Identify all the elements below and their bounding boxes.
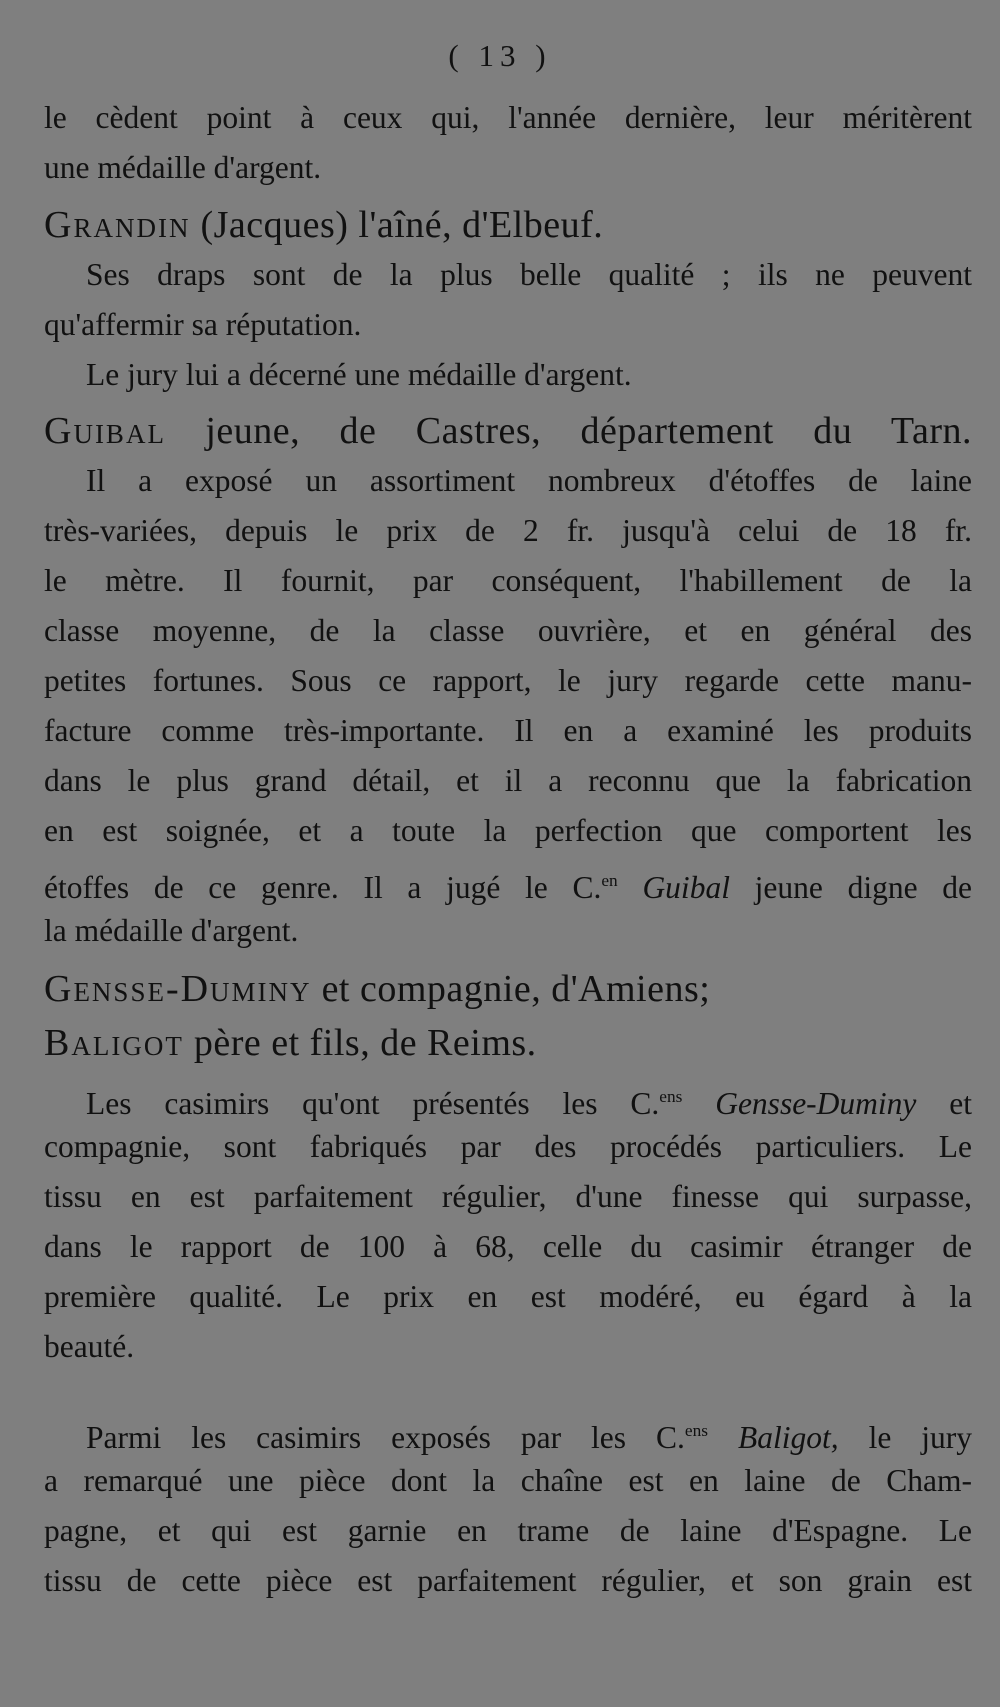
superscript: ens: [659, 1087, 683, 1106]
entry-details: père et fils, de Reims.: [193, 1022, 537, 1064]
entry-heading-guibal: [44, 406, 972, 456]
entry-name: Baligot: [44, 1022, 184, 1064]
entry-details: (Jacques) l'aîné, d'Elbeuf.: [200, 204, 604, 246]
text-segment: Les casimirs qu'ont présentés les C.: [86, 1086, 660, 1122]
text-segment: et: [949, 1086, 972, 1122]
italic-name: Guibal: [642, 870, 730, 906]
text-line: facture comme très-importante. Il en a examiné les produits: [44, 713, 972, 748]
text-line: petites fortunes. Sous ce rapport, le jury regarde cette manu-: [44, 663, 972, 698]
text-line: la médaille d'argent.: [44, 913, 299, 948]
text-line: Le jury lui a décerné une médaille d'argent.: [86, 357, 632, 392]
text-line: pagne, et qui est garnie en trame de laine d'Espagne. Le: [44, 1513, 972, 1548]
text-segment: jeune digne de: [754, 870, 973, 906]
entry-name: Guibal: [44, 410, 166, 452]
text-line: a remarqué une pièce dont la chaîne est en laine de Cham-: [44, 1463, 972, 1498]
entry-details: et compagnie, d'Amiens;: [321, 968, 711, 1010]
text-line: qu'affermir sa réputation.: [44, 307, 362, 342]
text-line: [44, 856, 972, 906]
text-line: Ses draps sont de la plus belle qualité ; ils ne peuvent: [86, 257, 972, 292]
superscript: ens: [684, 1421, 708, 1440]
entry-heading-gensse-duminy: [44, 964, 972, 1014]
text-line: Il a exposé un assortiment nombreux d'étoffes de laine: [86, 463, 972, 498]
entry-name: Grandin: [44, 204, 191, 246]
page-number: ( 13 ): [448, 38, 552, 73]
text-line: classe moyenne, de la classe ouvrière, et en général des: [44, 613, 972, 648]
entry-details: jeune, de Castres, département du Tarn.: [205, 410, 972, 452]
text-segment: Parmi les casimirs exposés par les C.: [86, 1420, 685, 1456]
entry-heading-baligot: [44, 1018, 972, 1068]
text-line: le cèdent point à ceux qui, l'année dernière, leur méritèrent: [44, 100, 972, 135]
text-segment: le jury: [868, 1420, 973, 1456]
text-line: [86, 1072, 972, 1122]
italic-name: Gensse-Duminy: [715, 1086, 917, 1122]
text-line: en est soignée, et a toute la perfection que comportent les: [44, 813, 972, 848]
text-line: une médaille d'argent.: [44, 150, 322, 185]
superscript: en: [601, 871, 618, 890]
text-line: [86, 1406, 972, 1456]
text-line: compagnie, sont fabriqués par des procédés particuliers. Le: [44, 1129, 972, 1164]
text-line: tissu en est parfaitement régulier, d'une finesse qui surpasse,: [44, 1179, 972, 1214]
text-line: première qualité. Le prix en est modéré, eu égard à la: [44, 1279, 972, 1314]
text-line: tissu de cette pièce est parfaitement régulier, et son grain est: [44, 1563, 972, 1598]
text-line: le mètre. Il fournit, par conséquent, l'habillement de la: [44, 563, 972, 598]
text-line: dans le rapport de 100 à 68, celle du casimir étranger de: [44, 1229, 972, 1264]
text-line: dans le plus grand détail, et il a reconnu que la fabrication: [44, 763, 972, 798]
text-line: beauté.: [44, 1329, 135, 1364]
entry-heading-grandin: [44, 200, 972, 250]
text-segment: étoffes de ce genre. Il a jugé le C.: [44, 870, 602, 906]
entry-name: Gensse-Duminy: [44, 968, 312, 1010]
text-line: très-variées, depuis le prix de 2 fr. jusqu'à celui de 18 fr.: [44, 513, 972, 548]
italic-name: Baligot,: [737, 1420, 839, 1456]
